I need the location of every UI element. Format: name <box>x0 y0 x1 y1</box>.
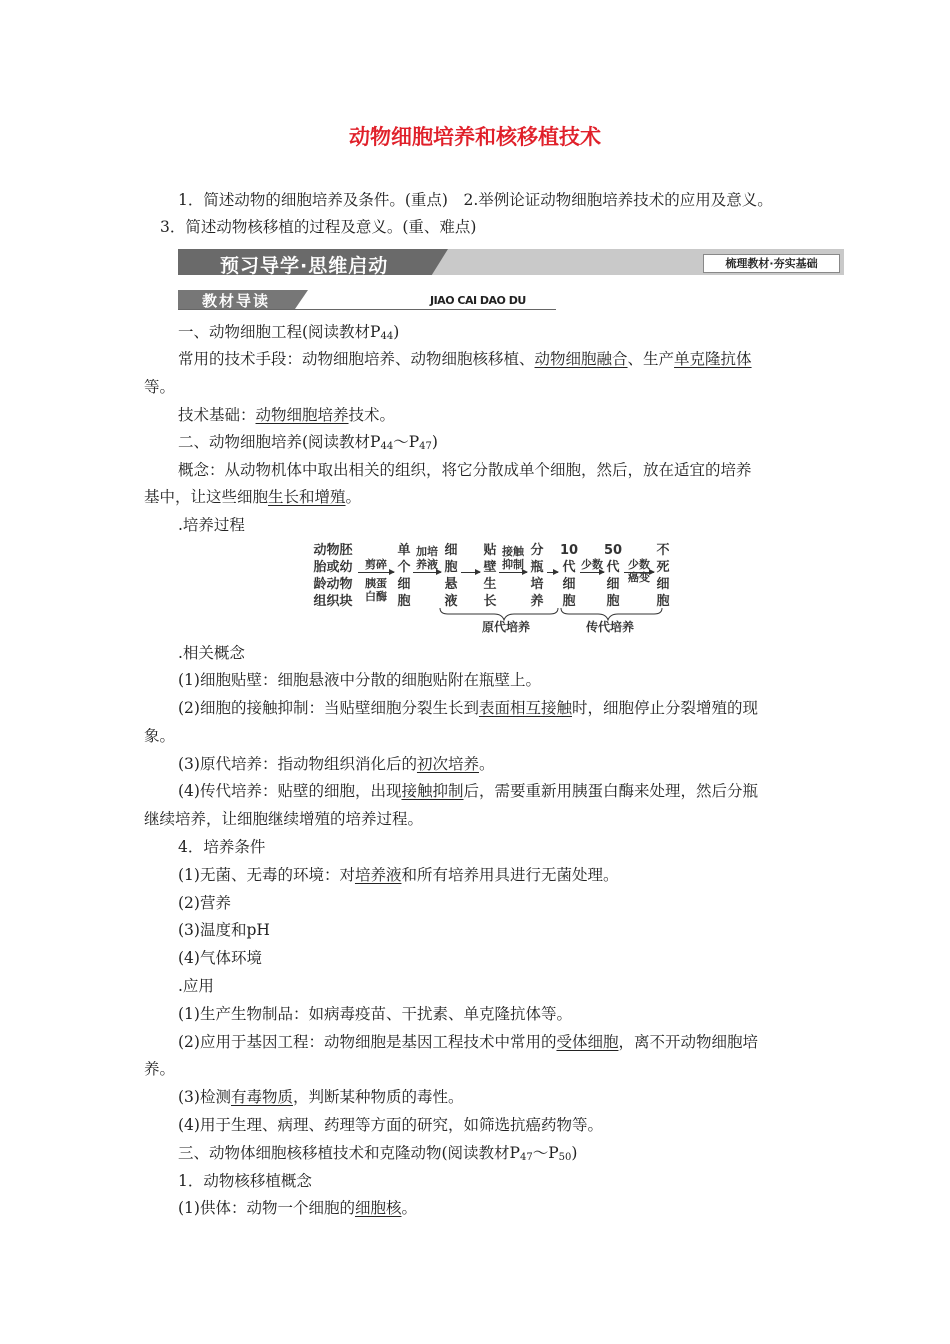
arrow-label: 胰蛋 白酶 <box>365 577 387 603</box>
concept-line-2: 基中，让这些细胞生长和增殖。 <box>144 488 362 506</box>
arrow-label: 少数 癌变 <box>628 558 650 584</box>
related-heading: .相关概念 <box>178 644 245 662</box>
diagram-node: 贴 壁 生 长 <box>483 543 497 609</box>
tech-base-line: 技术基础：动物细胞培养技术。 <box>178 406 396 424</box>
sub-banner-label: 教材导读 <box>202 292 271 310</box>
arrow-3 <box>461 572 480 573</box>
conditions-heading: 4．培养条件 <box>178 838 266 856</box>
answer-blank: 动物细胞培养 <box>255 406 349 424</box>
condition-1: (1)无菌、无毒的环境：对培养液和所有培养用具进行无菌处理。 <box>178 866 619 884</box>
arrow-1 <box>358 572 394 573</box>
answer-blank: 表面相互接触 <box>478 699 572 717</box>
section-banner-tag: 梳理教材·夯实基础 <box>703 254 840 273</box>
application-heading: .应用 <box>178 977 214 995</box>
condition-4: (4)气体环境 <box>178 949 262 967</box>
diagram-node: 单 个 细 胞 <box>397 543 411 609</box>
application-2-cont: 养。 <box>144 1060 176 1078</box>
sub-banner-english: JIAO CAI DAO DU <box>430 294 526 307</box>
related-3: (3)原代培养：指动物组织消化后的初次培养。 <box>178 755 495 773</box>
answer-blank: 单克隆抗体 <box>674 350 752 368</box>
answer-blank: 动物细胞融合 <box>534 350 628 368</box>
arrow-7 <box>624 572 654 573</box>
arrow-4 <box>499 572 527 573</box>
application-4: (4)用于生理、病理、药理等方面的研究，如筛选抗癌药物等。 <box>178 1116 603 1134</box>
brace-label-primary: 原代培养 <box>481 620 530 634</box>
section-banner-title: 预习导学·思维启动 <box>220 255 389 277</box>
diagram-node: 10 代 细 胞 <box>559 543 579 609</box>
section3-heading: 三、动物体细胞核移植技术和克隆动物(阅读教材$P_{47}\sim P_{50}$) <box>178 1144 578 1163</box>
answer-blank: 初次培养 <box>416 755 479 773</box>
diagram-node: 50 代 细 胞 <box>603 543 623 609</box>
related-2: (2)细胞的接触抑制：当贴壁细胞分裂生长到表面相互接触时，细胞停止分裂增殖的现 <box>178 699 758 717</box>
answer-blank: 培养液 <box>354 866 402 884</box>
page-title: 动物细胞培养和核移植技术 <box>349 125 601 149</box>
goal-line-1: 1．简述动物的细胞培养及条件。(重点) 2.举例论证动物细胞培养技术的应用及意义。 <box>178 191 773 209</box>
donor-line: (1)供体：动物一个细胞的细胞核。 <box>178 1199 417 1217</box>
tech-means-cont: 等。 <box>144 378 176 396</box>
related-4: (4)传代培养：贴壁的细胞，出现接触抑制后，需要重新用胰蛋白酶来处理，然后分瓶 <box>178 782 758 800</box>
answer-blank: 受体细胞 <box>556 1033 619 1051</box>
section2-heading: 二、动物细胞培养(阅读教材$P_{44}\sim P_{47}$) <box>178 433 438 452</box>
diagram-node: 细 胞 悬 液 <box>444 543 458 609</box>
brace-label-passage: 传代培养 <box>585 620 634 634</box>
answer-blank: 细胞核 <box>354 1199 402 1217</box>
tech-means-line: 常用的技术手段：动物细胞培养、动物细胞核移植、动物细胞融合、生产单克隆抗体 <box>178 350 752 368</box>
answer-blank: 接触抑制 <box>401 782 464 800</box>
process-heading: .培养过程 <box>178 516 245 534</box>
section1-heading: 一、动物细胞工程(阅读教材$P_{44}$) <box>178 323 400 342</box>
application-3: (3)检测有毒物质，判断某种物质的毒性。 <box>178 1088 464 1106</box>
arrow-label: 少数 <box>581 558 603 571</box>
arrow-5 <box>547 572 558 573</box>
answer-blank: 有毒物质 <box>230 1088 293 1106</box>
diagram-source: 动物胚 胎或幼 龄动物 组织块 <box>313 543 353 609</box>
arrow-label: 剪碎 <box>365 558 387 571</box>
arrow-label: 加培 养液 <box>416 545 438 571</box>
answer-blank: 生长和增殖 <box>268 488 346 506</box>
application-2: (2)应用于基因工程：动物细胞是基因工程技术中常用的受体细胞，离不开动物细胞培 <box>178 1033 758 1051</box>
diagram-node: 分 瓶 培 养 <box>530 543 544 609</box>
concept-line-1: 概念：从动物机体中取出相关的组织，将它分散成单个细胞，然后，放在适宜的培养 <box>178 461 752 479</box>
arrow-6 <box>580 572 604 573</box>
diagram-node: 不 死 细 胞 <box>656 543 670 609</box>
goal-line-2: 3．简述动物核移植的过程及意义。(重、难点) <box>160 218 477 236</box>
related-4-cont: 继续培养，让细胞继续增殖的培养过程。 <box>144 810 424 828</box>
related-1: (1)细胞贴壁：细胞悬液中分散的细胞贴附在瓶壁上。 <box>178 671 541 689</box>
arrow-label: 接触 抑制 <box>502 545 524 571</box>
arrow-2 <box>413 572 441 573</box>
application-1: (1)生产生物制品：如病毒疫苗、干扰素、单克隆抗体等。 <box>178 1005 572 1023</box>
nuclear-transfer-heading: 1．动物核移植概念 <box>178 1172 312 1190</box>
condition-2: (2)营养 <box>178 894 231 912</box>
related-2-cont: 象。 <box>144 727 176 745</box>
condition-3: (3)温度和pH <box>178 921 270 939</box>
